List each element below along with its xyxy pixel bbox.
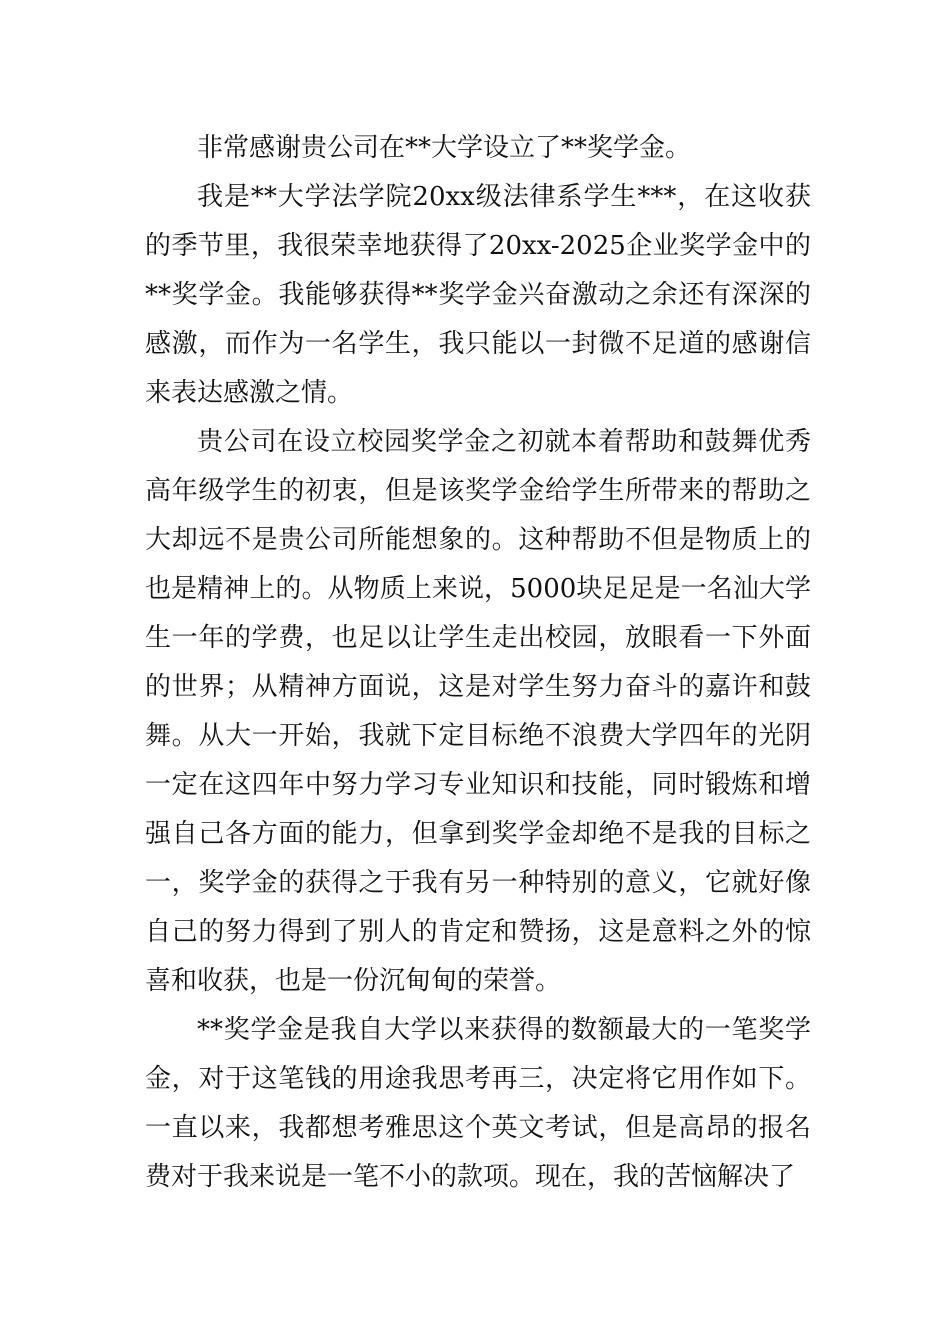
paragraph-1: 非常感谢贵公司在**大学设立了**奖学金。: [197, 133, 692, 163]
letter-body: [145, 124, 811, 1202]
paragraph-4: **奖学金是我自大学以来获得的数额最大的一笔奖学金，对于这笔钱的用途我思考再三，决定将它用作如下。一直以来，我都想考雅思这个英文考试，但是高昂的报名费对于我来说是一笔不小的款项。现在，我的苦恼解决了: [145, 1015, 811, 1192]
paragraph-3: 贵公司在设立校园奖学金之初就本着帮助和鼓舞优秀高年级学生的初衷，但是该奖学金给学生所带来的帮助之大却远不是贵公司所能想象的。这种帮助不但是物质上的也是精神上的。从物质上来说，5000块足足是一名汕大学生一年的学费，也足以让学生走出校园，放眼看一下外面的世界；从精神方面说，这是对学生努力奋斗的嘉许和鼓舞。从大一开始，我就下定目标绝不浪费大学四年的光阴一定在这四年中努力学习专业知识和技能，同时锻炼和增强自己各方面的能力，但拿到奖学金却绝不是我的目标之一，奖学金的获得之于我有另一种特别的意义，它就好像自己的努力得到了别人的肯定和赞扬，这是意料之外的惊喜和收获，也是一份沉甸甸的荣誉。: [145, 427, 811, 996]
paragraph-2: 我是**大学法学院20xx级法律系学生***，在这收获的季节里，我很荣幸地获得了20xx-2025企业奖学金中的**奖学金。我能够获得**奖学金兴奋激动之余还有深深的感激，而作为一名学生，我只能以一封微不足道的感谢信来表达感激之情。: [145, 182, 811, 408]
